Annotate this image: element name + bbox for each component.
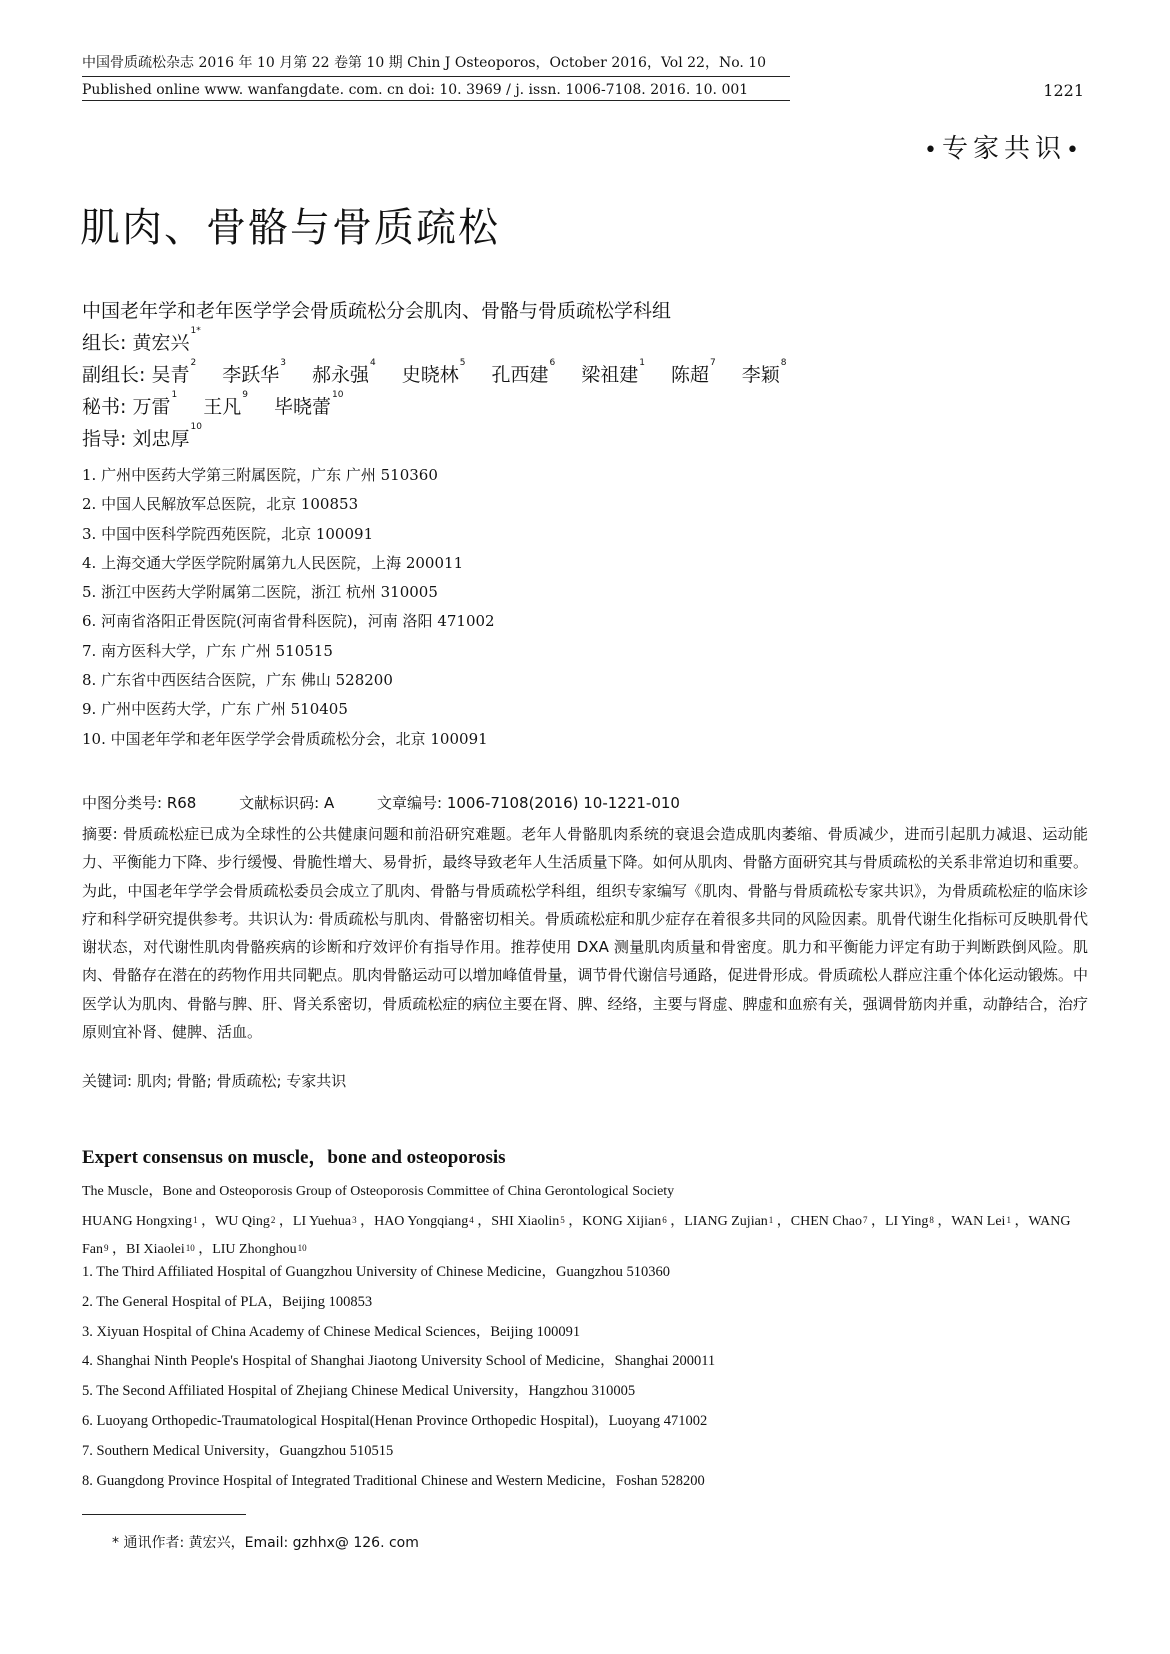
affiliation-cn-item: 10. 中国老年学和老年医学学会骨质疏松分会，北京 100091 <box>82 729 488 748</box>
deputy-sup: 6 <box>549 358 556 368</box>
group-name: 中国老年学和老年医学学会骨质疏松分会肌肉、骨骼与骨质疏松学科组 <box>82 300 672 322</box>
affiliation-cn-item: 5. 浙江中医药大学附属第二医院，浙江 杭州 310005 <box>82 583 438 602</box>
deputy-label: 副组长: <box>82 364 146 386</box>
english-author-sup: 5 <box>560 1215 565 1225</box>
affiliation-cn-item: 8. 广东省中西医结合医院，广东 佛山 528200 <box>82 671 393 690</box>
secretary-row <box>82 392 786 424</box>
abstract-cn: 摘要: 骨质疏松症已成为全球性的公共健康问题和前沿研究难题。老年人骨骼肌肉系统的衰退会造成肌肉萎缩、骨质减少，进而引起肌力减退、运动能力、平衡能力下降、步行缓慢、骨脆性增大、易骨折，最终导致老年人生活质量下降。如何从肌肉、骨骼方面研究其与骨质疏松的关系非常迫切和重要。为此，中国老年学学会骨质疏松委员会成立了肌肉、骨骼与骨质疏松学科组，组织专家编写《肌肉、骨骼与骨质疏松专家共识》，为骨质疏松症的临床诊疗和科学研究提供参考。共识认为: 骨质疏松与肌肉、骨骼密切相关。骨质疏松症和肌少症存在着很多共同的风险因素。肌骨代谢生化指标可反映肌骨代谢状态，对代谢性肌肉骨骼疾病的诊断和疗效评价有指导作用。推荐使用 DXA 测量肌肉质量和骨密度。肌力和平衡能力评定有助于判断跌倒风险。肌肉、骨骼存在潜在的药物作用共同靶点。肌肉骨骼运动可以增加峰值骨量，调节骨代谢信号通路，促进骨形成。骨质疏松人群应注重个体化运动锻炼。中医学认为肌肉、骨骼与脾、肝、肾关系密切，骨质疏松症的病位主要在肾、脾、经络，主要与肾虚、脾虚和血瘀有关，强调骨筋肉并重，动静结合，治疗原则宜补肾、健脾、活血。 <box>82 825 1088 1042</box>
english-author-name: CHEN Chao <box>790 1214 862 1229</box>
deputy-name: 李跃华 <box>222 364 280 386</box>
affiliation-en-item: 6. Luoyang Orthopedic-Traumatological Hospital(Henan Province Orthopedic Hospital)，Luoyang 471002 <box>82 1412 708 1429</box>
advisor-label: 指导: <box>82 428 127 450</box>
english-authors: HUANG Hongxing$^1$ ，WU Qing$^2$ ，LI Yuehua$^3$ ，HAO Yongqiang$^4$ ，SHI Xiaolin$^5$ ，KONG Xijian$^6$ ，LIANG Zujian$^1$ ，CHEN Chao$^7$ ，LI Ying$^8$ ，WAN Lei$^1$ ，WANG Fan$^9$ ，BI Xiaolei$^{10}$ ，LIU Zhonghou$^{10}$ <box>82 1214 1071 1257</box>
affiliation-en-item: 2. The General Hospital of PLA，Beijing 100853 <box>82 1293 373 1310</box>
english-author-name: BI Xiaolei <box>126 1242 185 1257</box>
leader-name: 黄宏兴 <box>132 332 190 354</box>
deputy-name: 郝永强 <box>311 364 369 386</box>
affiliation-en-item: 8. Guangdong Province Hospital of Integrated Traditional Chinese and Western Medicine，Foshan 528200 <box>82 1472 705 1489</box>
affiliation-cn-item: 2. 中国人民解放军总医院，北京 100853 <box>82 495 359 514</box>
affiliation-cn-item: 4. 上海交通大学医学院附属第九人民医院，上海 200011 <box>82 553 464 572</box>
section-tag-text: 专家共识 <box>942 134 1067 164</box>
keywords-cn: 关键词: 肌肉; 骨骼; 骨质疏松; 专家共识 <box>82 1072 347 1090</box>
english-title: Expert consensus on muscle，bone and osteoporosis <box>82 1147 506 1168</box>
affiliation-en-item: 3. Xiyuan Hospital of China Academy of Chinese Medical Sciences，Beijing 100091 <box>82 1323 581 1340</box>
affiliation-cn-item: 9. 广州中医药大学，广东 广州 510405 <box>82 700 348 719</box>
english-author-name: KONG Xijian <box>582 1214 662 1229</box>
secretary-name: 万雷 <box>132 396 171 418</box>
clc-number: 中图分类号: R68 <box>82 794 197 812</box>
header-rule-bottom <box>82 100 790 101</box>
document-code: 文献标识码: A <box>239 794 335 812</box>
affiliation-cn-item: 7. 南方医科大学，广东 广州 510515 <box>82 641 333 660</box>
affiliations-cn <box>82 464 495 757</box>
advisor-row <box>82 424 786 456</box>
bullet-dot-right: • <box>1066 138 1084 163</box>
english-author-sup: 6 <box>662 1215 667 1225</box>
english-author-name: LI Ying <box>884 1214 929 1229</box>
author-group <box>82 296 786 456</box>
deputy-sup: 7 <box>709 358 716 368</box>
affiliation-en-item: 1. The Third Affiliated Hospital of Guangzhou University of Chinese Medicine，Guangzhou 510360 <box>82 1264 670 1280</box>
deputy-name: 梁祖建 <box>581 364 639 386</box>
deputy-row <box>82 360 786 392</box>
secretary-name: 毕晓蕾 <box>273 396 331 418</box>
deputy-name: 陈超 <box>670 364 709 386</box>
english-author-sup: 10 <box>185 1243 195 1253</box>
secretary-sup: 1 <box>171 390 178 400</box>
english-author-sup: 4 <box>469 1215 474 1225</box>
english-author-sup: 10 <box>297 1243 307 1253</box>
deputy-sup: 5 <box>459 358 466 368</box>
deputy-name: 孔西建 <box>491 364 549 386</box>
secretary-sup: 9 <box>242 390 248 400</box>
deputy-sup: 3 <box>280 358 286 368</box>
leader-sup: 1* <box>190 326 201 336</box>
classification-line <box>82 792 680 813</box>
english-author-sup: 1 <box>1006 1215 1011 1225</box>
running-header <box>82 52 1084 100</box>
english-author-name: WU Qing <box>215 1214 270 1229</box>
affiliations-en <box>82 1260 715 1498</box>
affiliation-en-item: 7. Southern Medical University，Guangzhou 510515 <box>82 1442 394 1459</box>
english-author-name: SHI Xiaolin <box>491 1214 560 1229</box>
english-author-name: WANG Fan <box>82 1214 1071 1257</box>
affiliation-en-item: 4. Shanghai Ninth People's Hospital of Shanghai Jiaotong University School of Medicine，Shanghai 200011 <box>82 1353 716 1370</box>
english-author-name: HAO Yongqiang <box>374 1214 469 1229</box>
journal-citation-line: 中国骨质疏松杂志 2016 年 10 月第 22 卷第 10 期 Chin J Osteoporos，October 2016，Vol 22，No. 10 <box>82 55 767 71</box>
english-author-sup: 7 <box>862 1215 868 1225</box>
deputy-sup: 4 <box>369 358 376 368</box>
english-author-sup: 1 <box>768 1215 774 1225</box>
leader-label: 组长: <box>82 332 127 354</box>
deputy-sup: 2 <box>190 358 197 368</box>
english-author-name: HUANG Hongxing <box>82 1214 193 1229</box>
leader-row <box>82 328 786 360</box>
advisor-sup: 10 <box>190 422 202 432</box>
english-author-name: LI Yuehua <box>292 1214 352 1229</box>
english-author-name: LIANG Zujian <box>684 1214 768 1229</box>
doi-line: Published online www. wanfangdate. com. cn doi: 10. 3969 / j. issn. 1006-7108. 2016. 10. 001 <box>82 82 749 98</box>
secretary-label: 秘书: <box>82 396 127 418</box>
affiliation-en-item: 5. The Second Affiliated Hospital of Zhejiang Chinese Medical University，Hangzhou 310005 <box>82 1383 636 1400</box>
english-author-sup: 2 <box>270 1215 276 1225</box>
page-number: 1221 <box>1043 80 1084 100</box>
english-group: The Muscle，Bone and Osteoporosis Group of Osteoporosis Committee of China Gerontological Society <box>82 1184 675 1199</box>
header-rule-top <box>82 76 790 77</box>
english-author-sup: 8 <box>929 1215 934 1225</box>
english-author-name: WAN Lei <box>951 1214 1006 1229</box>
bullet-dot-left: • <box>924 138 942 163</box>
advisor-name: 刘忠厚 <box>132 428 190 450</box>
affiliation-cn-item: 3. 中国中医科学院西苑医院，北京 100091 <box>82 524 374 543</box>
affiliation-cn-item: 1. 广州中医药大学第三附属医院，广东 广州 510360 <box>82 466 438 484</box>
secretary-name: 王凡 <box>203 396 242 418</box>
article-number: 文章编号: 1006-7108(2016) 10-1221-010 <box>377 794 680 812</box>
deputy-name: 史晓林 <box>401 364 459 386</box>
english-author-sup: 9 <box>104 1243 109 1253</box>
secretary-sup: 10 <box>331 390 344 400</box>
deputy-sup: 8 <box>780 358 787 368</box>
deputy-sup: 1 <box>639 358 645 368</box>
affiliation-cn-item: 6. 河南省洛阳正骨医院(河南省骨科医院)，河南 洛阳 471002 <box>82 612 495 631</box>
section-tag <box>924 128 1084 165</box>
english-author-name: LIU Zhonghou <box>212 1242 297 1257</box>
english-author-sup: 1 <box>193 1215 198 1225</box>
article-title: 肌肉、骨骼与骨质疏松 <box>80 205 500 251</box>
deputy-name: 吴青 <box>151 364 190 386</box>
deputy-name: 李颖 <box>741 364 780 386</box>
corresponding-author-footnote: * 通讯作者: 黄宏兴，Email: gzhhx@ 126. com <box>112 1535 419 1551</box>
english-author-sup: 3 <box>352 1215 357 1225</box>
footnote-rule <box>82 1514 246 1515</box>
